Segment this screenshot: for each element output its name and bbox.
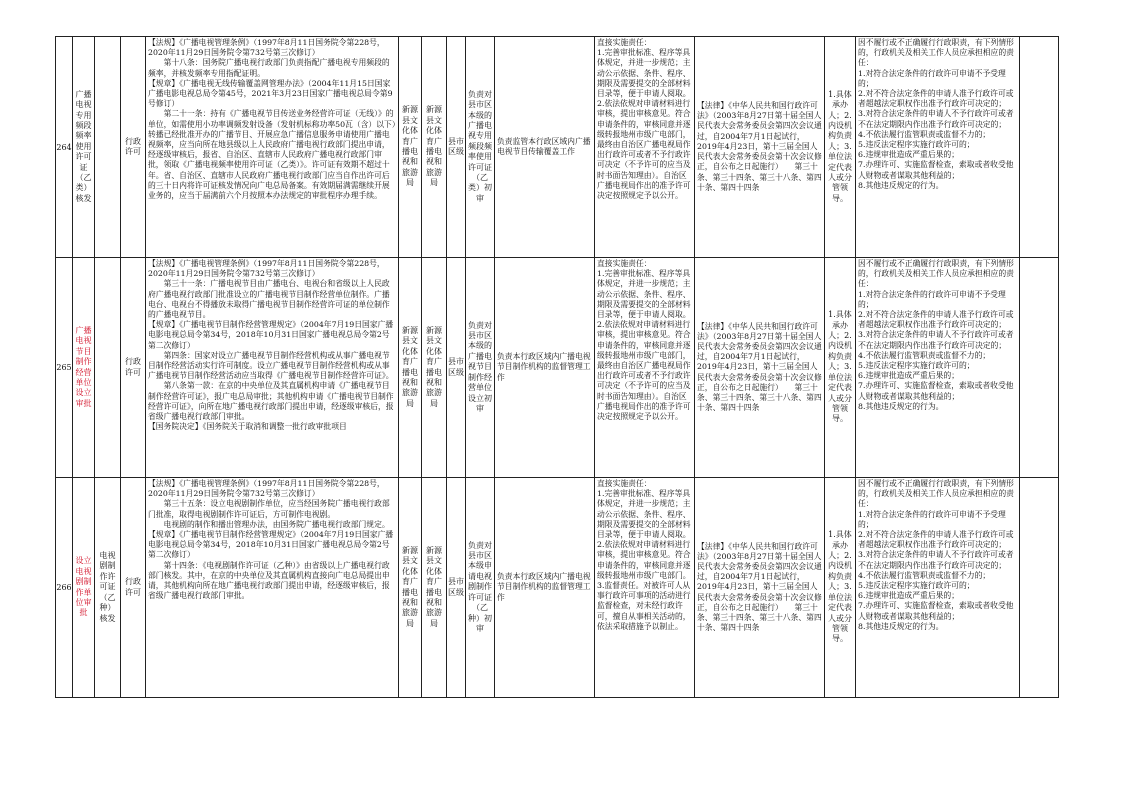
basis-line: 【规章】《广播电视节目制作经营管理规定》（2004年7月19日国家广播电影电视总局令第34号，2018年10月31日国家广播电视总局令第2号第二次修订） [148,530,394,560]
liability-terms [856,258,1020,478]
legal-basis [146,478,399,698]
implementing-dept: 新源县文化体育广播电视和旅游局 [399,258,422,478]
impl-line: 1.完善审批标准、程序等具体规定，并进一步规范；主动公示依据、条件、程序、期限及需要提交的全部材料目录等，便于申请人阅取。 [597,48,691,99]
item-name: 广播电视专用频段频率使用许可证（乙类）核发 [73,37,95,258]
duty-description: 负责对县市区本级的广播电视节目制作经营单位设立初审 [466,258,495,478]
liability-subject: 1.具体承办人；2.内设机构负责人；3.单位法定代表人或分管领导。 [825,478,856,698]
law-reference: 【法律】《中华人民共和国行政许可法》（2003年8月27日第十届全国人民代表大会常务委员会第四次会议通过，自2004年7月1日起试行，2019年4月23日，第十三届全国人民代表大会常务委员会第十次会议修正，自公布之日起施行） 第三十条、第三十四条、第三十八条、第四十条、第四十四条 [695,258,825,478]
legal-basis [146,37,399,258]
implementation-duty [595,37,695,258]
liability-line: 1.对符合法定条件的行政许可申请不予受理的； [858,68,1006,88]
admin-level: 县市区级 [447,258,466,478]
duty-description: 负责对县市区本级的广播电视专用频段频率使用许可证（乙类）初审 [466,37,495,258]
impl-line: 2.依法依规对申请材料进行审核，提出审核意见。符合申请条件的，审核同意并逐级转报地州市级广电部门，最终由自治区广播电视局作出行政许可或者不予行政许可决定（不予许可的应当及时书面告知理由）。自治区广播电视局作出的准予许可决定按照规定予以公开。 [597,99,691,201]
liability-line: 5.违反法定程序实施行政许可的； [858,581,975,591]
liability-line: 6.违规审批造成严重后果的； [858,371,960,381]
liability-line: 4.不依法履行监管职责或监督不力的； [858,129,991,139]
basis-line: 【法规】《广播电视管理条例》（1997年8月11日国务院令第228号，2020年11月29日国务院令第732号第三次修订） [148,259,385,279]
liability-line: 4.不依法履行监管职责或监督不力的； [858,350,991,360]
liability-line: 因不履行或不正确履行行政职责，有下列情形的，行政机关及相关工作人员应承担相应的责任： [858,479,1014,509]
impl-line: 1.完善审批标准、程序等具体规定，并进一步规范；主动公示依据、条件、程序、期限及需要提交的全部材料目录等，便于申请人阅取。 [597,489,691,540]
remarks [1020,478,1059,698]
liability-line: 8.其他违反规定的行为。 [858,401,944,411]
liability-line: 4.不依法履行监管职责或监督不力的； [858,570,991,580]
item-name: 设立电视剧制作单位审批 [73,478,95,698]
liability-line: 2.对不符合法定条件的申请人准予行政许可或者超越法定职权作出准予行政许可决定的； [858,89,1014,109]
table-row [56,37,1059,258]
liability-terms [856,478,1020,698]
basis-line: 【规章】《广播电视节目制作经营管理规定》（2004年7月19日国家广播电影电视总局令第34号，2018年10月31日国家广播电视总局令第2号第二次修订） [148,320,394,350]
duty-description: 负责对县市区本级申请电视剧制作许可证（乙种）初审 [466,478,495,698]
basis-line: 第四条：国家对设立广播电视节目制作经营机构或从事广播电视节目制作经营活动实行许可制度。设立广播电视节目制作经营机构或从事广播电视节目制作经营活动应当取得《广播电视节目制作经营许可证》。 [148,350,394,381]
basis-line: 【法规】《广播电视管理条例》（1997年8月11日国务院令第228号，2020年11月29日国务院令第732号第三次修订） [148,38,385,58]
sub-item: 电视剧制作许可证（乙种）核发 [95,478,121,698]
supervision-duty: 负责本行政区域内广播电视节目制作机构的监督管理工作 [495,478,595,698]
remarks [1020,258,1059,478]
item-name: 广播电视节目制作经营单位设立审批 [73,258,95,478]
supervision-duty: 负责本行政区域内广播电视节目制作机构的监督管理工作 [495,258,595,478]
impl-line: 2.依法依规对申请材料进行审核，提出审核意见。符合申请条件的，审核同意并逐级转报地州市级广电部门。 [597,540,691,580]
admin-level: 县市区级 [447,37,466,258]
basis-line: 第十八条：国务院广播电视行政部门负责指配广播电视专用频段的频率，并核发频率专用指配证明。 [148,58,390,78]
item-type: 行政许可 [121,37,146,258]
responsibility-table-sheet [55,36,1058,756]
impl-line: 直接实施责任： [597,38,652,47]
row-number: 266 [56,478,73,698]
admin-level: 县市区级 [447,478,466,698]
liability-line: 2.对不符合法定条件的申请人准予行政许可或者超越法定职权作出准予行政许可决定的； [858,310,1014,330]
legal-basis [146,258,399,478]
basis-line: 【法规】《广播电视管理条例》（1997年8月11日国务院令第228号，2020年11月29日国务院令第732号第三次修订） [148,479,385,499]
liability-terms [856,37,1020,258]
supervision-duty: 负责监管本行政区域内广播电视节目传输覆盖工作 [495,37,595,258]
liability-line: 3.对符合法定条件的申请人不予行政许可或者不在法定期限内作出准予行政许可决定的； [858,550,1014,570]
impl-line: 3.监督责任。对被许可人从事行政许可事项的活动进行监督检查，对未经行政许可，擅自从事相关活动的，依法采取措施予以制止。 [597,581,691,631]
law-reference: 【法律】《中华人民共和国行政许可法》（2003年8月27日第十届全国人民代表大会常务委员会第四次会议通过，自2004年7月1日起试行，2019年4月23日，第十三届全国人民代表大会常务委员会第十次会议修正，自公布之日起施行） 第三十条、第三十四条、第三十八条、第四十条、第四十四条 [695,37,825,258]
basis-line: 第三十一条：广播电视节目由广播电台、电视台和省级以上人民政府广播电视行政部门批准设立的广播电视节目制作经营单位制作。广播电台、电视台不得播放未取得广播电视节目制作经营许可证的单位制作的广播电视节目。 [148,279,390,320]
basis-line: 【规章】《广播电视无线传输覆盖网管理办法》（2004年11月15日国家广播电影电视总局令第45号，2021年3月23日国家广播电视总局令第9号修订） [148,78,393,109]
liability-line: 因不履行或不正确履行行政职责，有下列情形的，行政机关及相关工作人员应承担相应的责任： [858,38,1014,68]
liability-subject: 1.具体承办人；2.内设机构负责人；3.单位法定代表人或分管领导。 [825,37,856,258]
basis-line: 第八条第一款：在京的中央单位及其直属机构申请《广播电视节目制作经营许可证》，报广电总局审批；其他机构申请《广播电视节目制作经营许可证》，向所在地广播电视行政部门提出申请，经逐级审核后，报省级广播电视行政部门审批。 [148,381,394,422]
basis-line: 电视剧的制作和播出管理办法，由国务院广播电视行政部门规定。 [163,519,390,529]
liability-line: 8.其他违反规定的行为。 [858,180,944,190]
responsibility-table [55,36,1059,698]
liability-line: 3.对符合法定条件的申请人不予行政许可或者不在法定期限内作出准予行政许可决定的； [858,109,1014,129]
basis-line: 第三十五条：设立电视剧制作单位，应当经国务院广播电视行政部门批准，取得电视剧制作许可证后，方可制作电视剧。 [148,499,390,519]
implementing-dept: 新源县文化体育广播电视和旅游局 [399,478,422,698]
liability-line: 因不履行或不正确履行行政职责，有下列情形的，行政机关及相关工作人员应承担相应的责任： [858,259,1014,289]
liability-line: 3.对符合法定条件的申请人不予行政许可或者不在法定期限内作出准予行政许可决定的； [858,330,1014,350]
item-type: 行政许可 [121,258,146,478]
liability-line: 5.违反法定程序实施行政许可的； [858,140,975,150]
impl-line: 1.完善审批标准、程序等具体规定，并进一步规范；主动公示依据、条件、程序、期限及需要提交的全部材料目录等，便于申请人阅取。 [597,269,691,320]
liability-subject: 1.具体承办人；2.内设机构负责人；3.单位法定代表人或分管领导。 [825,258,856,478]
implementation-duty [595,258,695,478]
responsible-dept: 新源县文化体育广播电视和旅游局 [422,258,447,478]
table-row [56,258,1059,478]
table-row [56,478,1059,698]
liability-line: 7.办理许可、实施监督检查，索取或者收受他人财物或者谋取其他利益的； [858,160,1014,180]
row-number: 265 [56,258,73,478]
liability-line: 8.其他违反规定的行为。 [858,621,944,631]
basis-line: 第十四条：《电视剧制作许可证（乙种）》由省级以上广播电视行政部门核发。其中，在京的中央单位及其直属机构直接向广电总局提出申请，其他机构向所在地广播电视行政部门提出申请，经逐级审核后，报省级广播电视行政部门审批。 [148,560,390,601]
responsible-dept: 新源县文化体育广播电视和旅游局 [422,37,447,258]
liability-line: 7.办理许可、实施监督检查，索取或者收受他人财物或者谋取其他利益的； [858,381,1014,401]
responsible-dept: 新源县文化体育广播电视和旅游局 [422,478,447,698]
sub-item [95,258,121,478]
implementing-dept: 新源县文化体育广播电视和旅游局 [399,37,422,258]
liability-line: 2.对不符合法定条件的申请人准予行政许可或者超越法定职权作出准予行政许可决定的； [858,530,1014,550]
liability-line: 7.办理许可、实施监督检查，索取或者收受他人财物或者谋取其他利益的； [858,601,1014,621]
liability-line: 1.对符合法定条件的行政许可申请不予受理的； [858,509,1006,529]
basis-line: 第二十一条：持有《广播电视节目传送业务经营许可证（无线）》的单位，如需使用小功率调频发射设备（发射机标称功率50瓦（含）以下）转播已经批准开办的广播节目、开展应急广播信息服务申请使用广播电视频率，应当向所在地县级以上人民政府广播电视行政部门提出申请，经逐级审核后，报省、自治区、直辖市人民政府广播电视行政部门审批，领取《广播电视频率使用许可证（乙类）》。许可证有效期不超过十年。省、自治区、直辖市人民政府广播电视行政部门应当自作出许可后的三十日内将许可证核发情况向广电总局备案。有效期届满需继续开展业务的，应当于届满前六个月按照本办法规定的审批程序办理手续。 [148,109,396,201]
item-type: 行政许可 [121,478,146,698]
sub-item [95,37,121,258]
remarks [1020,37,1059,258]
liability-line: 5.违反法定程序实施行政许可的； [858,361,975,371]
impl-line: 直接实施责任： [597,479,652,488]
row-number: 264 [56,37,73,258]
impl-line: 2.依法依规对申请材料进行审核，提出审核意见。符合申请条件的，审核同意并逐级转报地州市级广电部门，最终由自治区广播电视局作出行政许可或者不予行政许可决定（不予许可的应当及时书面告知理由）。自治区广播电视局作出的准予许可决定按照规定予以公开。 [597,320,691,422]
impl-line: 直接实施责任： [597,259,652,268]
law-reference: 【法律】《中华人民共和国行政许可法》（2003年8月27日第十届全国人民代表大会常务委员会第四次会议通过，自2004年7月1日起试行，2019年4月23日，第十三届全国人民代表大会常务委员会第十次会议修正，自公布之日起施行） 第三十条、第三十四条、第三十八条、第四十条、第四十四条 [695,478,825,698]
liability-line: 6.违规审批造成严重后果的； [858,150,960,160]
implementation-duty [595,478,695,698]
liability-line: 6.违规审批造成严重后果的； [858,591,960,601]
liability-line: 1.对符合法定条件的行政许可申请不予受理的； [858,289,1006,309]
basis-line: 【国务院决定】《国务院关于取消和调整一批行政审批项目 [148,422,347,432]
